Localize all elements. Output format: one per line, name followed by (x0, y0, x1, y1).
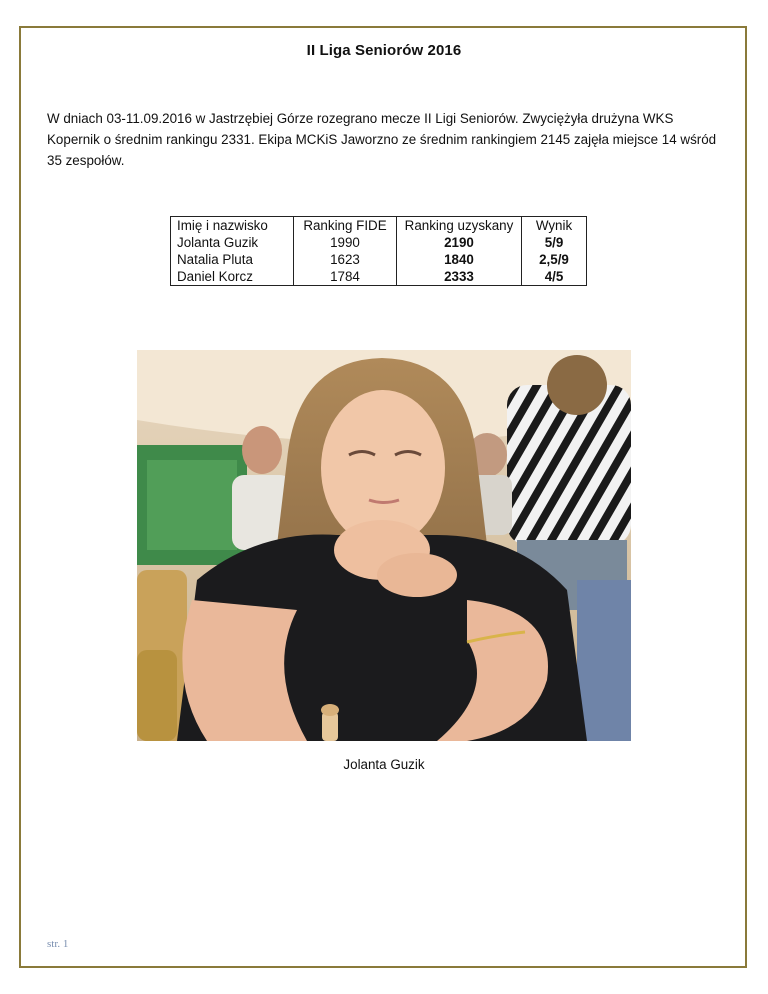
cell-ranking-fide: 1990 (294, 234, 397, 251)
player-photo (137, 350, 631, 741)
intro-paragraph: W dniach 03-11.09.2016 w Jastrzębiej Górze rozegrano mecze II Ligi Seniorów. Zwyciężyła drużyna WKS Kopernik o średnim rankingu 2331. Ekipa MCKiS Jaworzno ze średnim rankingiem 2145 zajęła miejsce 14 wśród 35 zespołów. (47, 111, 717, 168)
cell-name: Natalia Pluta (171, 251, 294, 268)
cell-name: Daniel Korcz (171, 268, 294, 286)
header-wynik: Wynik (522, 217, 587, 235)
photo-caption: Jolanta Guzik (343, 757, 425, 772)
cell-wynik: 2,5/9 (522, 251, 587, 268)
header-ranking-fide: Ranking FIDE (294, 217, 397, 235)
cell-ranking-fide: 1623 (294, 251, 397, 268)
cell-ranking-fide: 1784 (294, 268, 397, 286)
cell-ranking-uzyskany: 1840 (397, 251, 522, 268)
cell-ranking-uzyskany: 2333 (397, 268, 522, 286)
page-title: II Liga Seniorów 2016 (306, 42, 462, 59)
header-ranking-uzyskany: Ranking uzyskany (397, 217, 522, 235)
header-name: Imię i nazwisko (171, 217, 294, 235)
table-row (171, 268, 587, 286)
table-header-row (171, 217, 587, 235)
cell-name: Jolanta Guzik (171, 234, 294, 251)
cell-ranking-uzyskany: 2190 (397, 234, 522, 251)
results-table (170, 216, 587, 286)
cell-wynik: 4/5 (522, 268, 587, 286)
table-row (171, 234, 587, 251)
page-number: str. 1 (47, 938, 69, 950)
cell-wynik: 5/9 (522, 234, 587, 251)
table-row (171, 251, 587, 268)
